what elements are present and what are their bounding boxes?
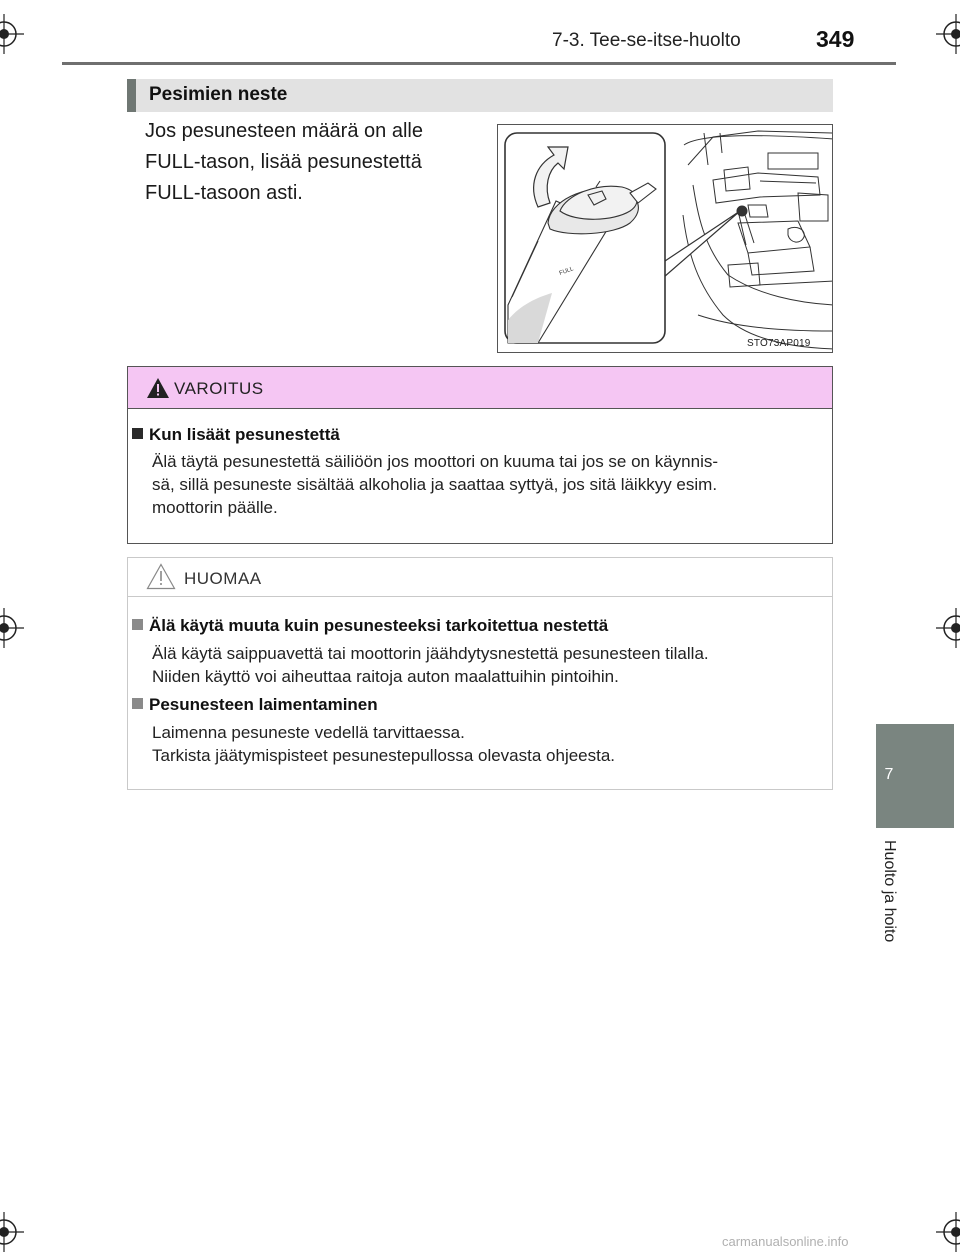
notice-header — [128, 558, 832, 597]
notice-triangle-icon — [146, 563, 176, 590]
notice-item-text — [152, 721, 824, 767]
warning-text-line: sä, sillä pesuneste sisältää alkoholia ja saattaa syttyä, jos sitä läikkyy esim. — [152, 475, 718, 494]
chapter-label-text: Huolto ja hoito — [881, 840, 898, 943]
intro-line: FULL-tason, lisää pesunestettä — [145, 151, 422, 173]
notice-text-line: Tarkista jäätymispisteet pesunestepullossa olevasta ohjeesta. — [152, 746, 616, 765]
header-divider — [62, 62, 896, 65]
notice-item-title-text: Pesunesteen laimentaminen — [149, 695, 378, 714]
registration-mark-icon — [0, 1212, 24, 1252]
section-title-bar — [127, 79, 833, 112]
notice-text-line: Laimenna pesuneste vedellä tarvittaessa. — [152, 723, 465, 742]
notice-text-line: Niiden käyttö voi aiheuttaa raitoja auton maalattuihin pintoihin. — [152, 667, 619, 686]
notice-item-title — [132, 616, 608, 636]
warning-item-title-text: Kun lisäät pesunestettä — [149, 425, 340, 444]
watermark: carmanualsonline.info — [722, 1234, 849, 1249]
notice-box — [127, 557, 833, 790]
chapter-number: 7 — [884, 766, 894, 783]
registration-mark-icon — [0, 14, 24, 54]
chapter-label — [876, 840, 902, 943]
notice-label: HUOMAA — [184, 569, 262, 588]
notice-text-line: Älä käytä saippuavettä tai moottorin jäähdytysnestettä pesunesteen tilalla. — [152, 644, 709, 663]
warning-item-text — [152, 450, 824, 519]
warning-item-title — [132, 425, 340, 445]
notice-item-text — [152, 642, 824, 688]
bullet-square-icon — [132, 428, 143, 439]
warning-header — [128, 367, 832, 409]
header-section-title: 7-3. Tee-se-itse-huolto — [552, 30, 741, 51]
notice-item-title-text: Älä käytä muuta kuin pesunesteeksi tarkoitettua nestettä — [149, 616, 609, 635]
registration-mark-icon — [0, 608, 24, 648]
page-number: 349 — [816, 26, 855, 52]
full-level-marking: FULL — [558, 266, 575, 277]
bullet-square-icon — [132, 619, 143, 630]
notice-item-title — [132, 695, 378, 715]
bullet-square-icon — [132, 698, 143, 709]
warning-text-line: moottorin päälle. — [152, 498, 278, 517]
intro-line: Jos pesunesteen määrä on alle — [145, 120, 423, 142]
intro-line: FULL-tasoon asti. — [145, 182, 303, 204]
figure-code: STO73AP019 — [747, 338, 811, 349]
registration-mark-icon — [936, 608, 960, 648]
warning-text-line: Älä täytä pesunestettä säiliöön jos moottori on kuuma tai jos se on käynnis- — [152, 452, 719, 471]
registration-mark-icon — [936, 1212, 960, 1252]
warning-triangle-icon — [146, 377, 170, 399]
warning-label: VAROITUS — [174, 379, 264, 398]
section-title: Pesimien neste — [149, 84, 288, 105]
intro-paragraph — [145, 116, 477, 209]
washer-reservoir-figure — [497, 124, 833, 353]
warning-box — [127, 366, 833, 544]
registration-mark-icon — [936, 14, 960, 54]
